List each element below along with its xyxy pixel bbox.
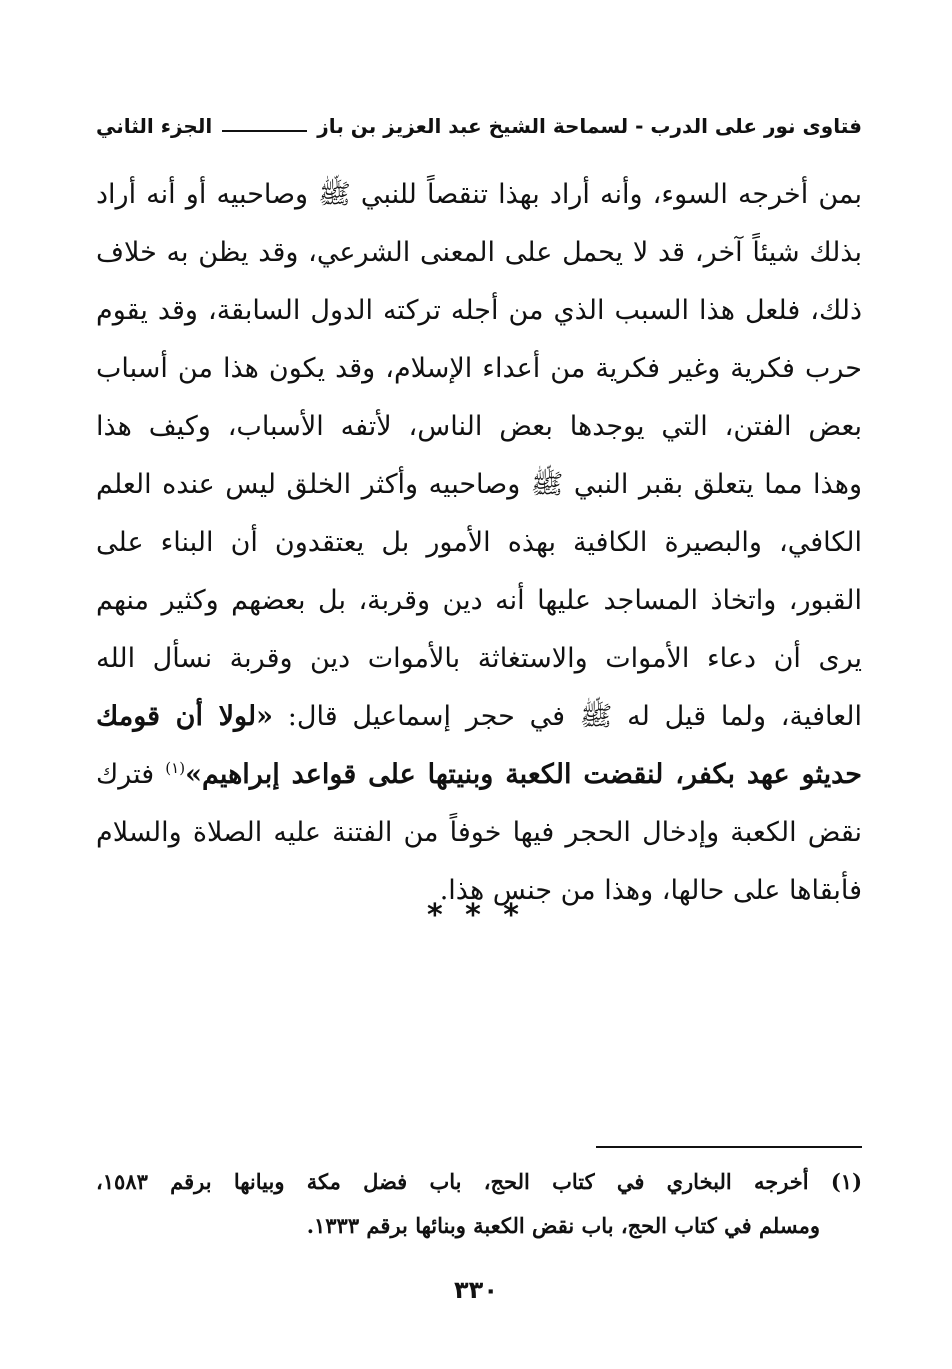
body-line-plain: العافية، ولما قيل له ﷺ في حجر إسماعيل قال: — [273, 701, 862, 732]
footnote-rule — [596, 1146, 862, 1148]
section-separator: * * * — [427, 898, 525, 933]
body-line: وهذا مما يتعلق بقبر النبي ﷺ وصاحبيه وأكثر الخلق ليس عنده العلم — [96, 469, 862, 500]
body-line-hadith-end — [96, 746, 862, 804]
hadith-quote-start: «لولا أن قومك — [96, 701, 274, 732]
header-title: فتاوى نور على الدرب - لسماحة الشيخ عبد العزيز بن باز — [317, 114, 862, 138]
header-part: الجزء الثاني — [96, 114, 213, 138]
body-line: بمن أخرجه السوء، وأنه أراد بهذا تنقصاً للنبي ﷺ وصاحبيه أو أنه أراد — [96, 179, 862, 210]
body-line-hadith-start — [96, 688, 862, 746]
body-text — [96, 166, 862, 920]
body-line: الكافي، والبصيرة الكافية بهذه الأمور بل يعتقدون أن البناء على — [96, 527, 862, 558]
footnote-line: ومسلم في كتاب الحج، باب نقض الكعبة وبنائها برقم ١٣٣٣. — [306, 1213, 820, 1238]
footnote-line: (١) أخرجه البخاري في كتاب الحج، باب فضل مكة وبيانها برقم ١٥٨٣، — [96, 1169, 862, 1194]
body-line: ذلك، فلعل هذا السبب الذي من أجله تركته الدول السابقة، وقد يقوم — [96, 295, 862, 326]
header-rule — [222, 130, 307, 132]
running-header — [96, 108, 862, 144]
body-line: يرى أن دعاء الأموات والاستغاثة بالأموات دين وقربة نسأل الله — [96, 643, 862, 674]
body-line: بذلك شيئاً آخر، قد لا يحمل على المعنى الشرعي، وقد يظن به خلاف — [96, 237, 862, 268]
body-line-plain: فترك — [96, 759, 166, 790]
footnote-reference[interactable]: (١) — [165, 759, 186, 777]
body-line: بعض الفتن، التي يوجدها بعض الناس، لأتفه الأسباب، وكيف هذا — [96, 411, 862, 442]
body-line: نقض الكعبة وإدخال الحجر فيها خوفاً من الفتنة عليه الصلاة والسلام — [96, 817, 862, 848]
footnotes — [96, 1160, 862, 1248]
body-line: حرب فكرية وغير فكرية من أعداء الإسلام، وقد يكون هذا من أسباب — [96, 353, 862, 384]
page-number: ٣٣٠ — [454, 1276, 498, 1304]
body-line-last: فأبقاها على حالها، وهذا من جنس هذا. — [439, 875, 862, 906]
hadith-quote-end: حديثو عهد بكفر، لنقضت الكعبة وبنيتها على قواعد إبراهيم» — [185, 759, 862, 790]
body-line: القبور، واتخاذ المساجد عليها أنه دين وقربة، بل بعضهم وكثير منهم — [96, 585, 862, 616]
